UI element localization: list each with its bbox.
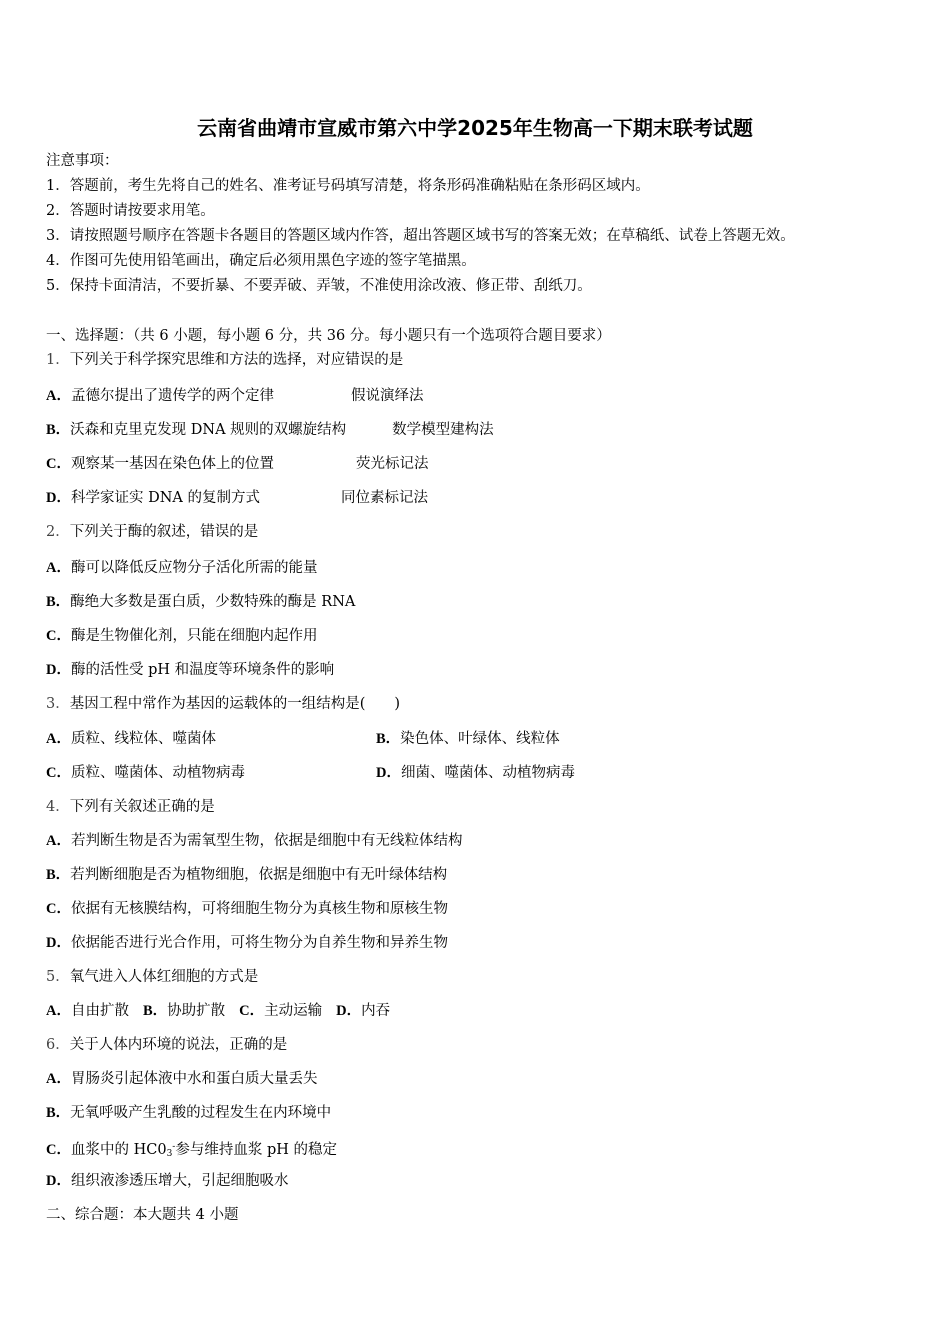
- question-1: [46, 350, 403, 370]
- option-letter: D．: [46, 490, 71, 506]
- option-text-pre: 血浆中的 HC0: [70, 1142, 167, 1158]
- option-d: [376, 763, 575, 783]
- option-text: 若判断生物是否为需氧型生物，依据是细胞中有无线粒体结构: [70, 833, 463, 849]
- option-letter: B．: [46, 594, 71, 610]
- notice-item: 2．答题时请按要求用笔。: [46, 203, 215, 219]
- option-method: 假说演绎法: [350, 388, 424, 404]
- question-number: 2．: [46, 524, 70, 540]
- option-letter: A．: [46, 560, 71, 576]
- option-b: [46, 865, 447, 885]
- option-b: [46, 1103, 331, 1123]
- option-text: 内吞: [361, 1003, 391, 1019]
- option-text: 自由扩散: [70, 1003, 129, 1019]
- option-letter: B．: [376, 731, 401, 747]
- option-letter: C．: [46, 1142, 71, 1158]
- option-text: 染色体、叶绿体、线粒体: [400, 731, 560, 747]
- notice-item: 5．保持卡面清洁，不要折暴、不要弄破、弄皱，不准使用涂改液、修正带、刮纸刀。: [46, 278, 592, 294]
- notice-item: 3．请按照题号顺序在答题卡各题目的答题区域内作答，超出答题区域书写的答案无效；在草稿纸、试卷上答题无效。: [46, 228, 795, 244]
- option-text: 依据有无核膜结构，可将细胞生物分为真核生物和原核生物: [70, 901, 448, 917]
- option-text: 主动运输: [264, 1003, 323, 1019]
- option-text: 组织液渗透压增大，引起细胞吸水: [70, 1173, 289, 1189]
- option-d: [46, 660, 334, 680]
- option-a: [46, 729, 216, 749]
- option-text-post: 参与维持血浆 pH 的稳定: [175, 1142, 337, 1158]
- option-text: 观察某一基因在染色体上的位置: [70, 456, 274, 472]
- option-letter: A．: [46, 1003, 71, 1019]
- notice-item: 4．作图可先使用铅笔画出，确定后必须用黑色字迹的签字笔描黑。: [46, 253, 476, 269]
- option-text: 依据能否进行光合作用，可将生物分为自养生物和异养生物: [70, 935, 448, 951]
- option-letter: A．: [46, 833, 71, 849]
- notice-item: 1．答题前，考生先将自己的姓名、准考证号码填写清楚，将条形码准确粘贴在条形码区域内。: [46, 178, 650, 194]
- option-b: [46, 592, 355, 612]
- option-letter: B．: [46, 1105, 71, 1121]
- option-letter: D．: [46, 935, 71, 951]
- option-letter: C．: [46, 901, 71, 917]
- question-5-options: [46, 1001, 390, 1021]
- option-text: 细菌、噬菌体、动植物病毒: [400, 765, 575, 781]
- option-letter: D．: [336, 1003, 362, 1019]
- question-stem: 下列有关叙述正确的是: [69, 799, 215, 815]
- option-text: 酶绝大多数是蛋白质，少数特殊的酶是 RNA: [70, 594, 356, 610]
- option-d: [46, 488, 428, 508]
- option-d: [46, 1171, 288, 1191]
- option-d: [46, 933, 448, 953]
- option-text: 酶的活性受 pH 和温度等环境条件的影响: [70, 662, 335, 678]
- question-stem: 下列关于酶的叙述，错误的是: [69, 524, 259, 540]
- option-text: 酶可以降低反应物分子活化所需的能量: [70, 560, 318, 576]
- option-text: 孟德尔提出了遗传学的两个定律: [70, 388, 274, 404]
- option-b: [376, 729, 560, 749]
- question-stem: 氧气进入人体红细胞的方式是: [69, 969, 259, 985]
- option-letter: D．: [376, 765, 401, 781]
- question-number: 6．: [46, 1037, 70, 1053]
- section2-heading: 二、综合题：本大题共 4 小题: [46, 1207, 239, 1223]
- question-3: [46, 694, 400, 714]
- option-a: [46, 1069, 317, 1089]
- option-text: 质粒、线粒体、噬菌体: [70, 731, 216, 747]
- option-letter: A．: [46, 731, 71, 747]
- section1-heading: 一、选择题：（共 6 小题，每小题 6 分，共 36 分。每小题只有一个选项符合题目要求）: [46, 328, 611, 344]
- option-letter: C．: [239, 1003, 265, 1019]
- option-a: [46, 831, 462, 851]
- option-a: [46, 558, 317, 578]
- option-text: 若判断细胞是否为植物细胞，依据是细胞中有无叶绿体结构: [70, 867, 448, 883]
- option-text: 无氧呼吸产生乳酸的过程发生在内环境中: [70, 1105, 332, 1121]
- option-b: [46, 420, 494, 440]
- option-letter: D．: [46, 1173, 71, 1189]
- question-number: 3．: [46, 696, 70, 712]
- subscript: 3: [166, 1149, 173, 1159]
- option-letter: B．: [46, 422, 71, 438]
- question-number: 4．: [46, 799, 70, 815]
- option-letter: C．: [46, 456, 71, 472]
- question-stem: 基因工程中常作为基因的运载体的一组结构是( ): [69, 696, 401, 712]
- question-stem: 关于人体内环境的说法，正确的是: [69, 1037, 288, 1053]
- option-letter: C．: [46, 765, 71, 781]
- option-c: [46, 763, 245, 783]
- option-letter: A．: [46, 1071, 71, 1087]
- superscript: -: [172, 1142, 176, 1152]
- question-4: [46, 797, 215, 817]
- question-stem: 下列关于科学探究思维和方法的选择，对应错误的是: [69, 352, 404, 368]
- option-method: 同位素标记法: [340, 490, 428, 506]
- option-letter: B．: [46, 867, 71, 883]
- option-c: [46, 1137, 337, 1164]
- option-method: 荧光标记法: [355, 456, 429, 472]
- option-letter: C．: [46, 628, 71, 644]
- question-number: 5．: [46, 969, 70, 985]
- option-letter: B．: [142, 1003, 168, 1019]
- option-text: 沃森和克里克发现 DNA 规则的双螺旋结构: [70, 422, 347, 438]
- option-a: [46, 386, 423, 406]
- question-2: [46, 522, 258, 542]
- option-c: [46, 626, 317, 646]
- option-text: 科学家证实 DNA 的复制方式: [70, 490, 260, 506]
- option-c: [46, 454, 428, 474]
- question-6: [46, 1035, 287, 1055]
- option-text: 酶是生物催化剂，只能在细胞内起作用: [70, 628, 318, 644]
- notice-heading: 注意事项：: [46, 153, 119, 169]
- option-text: 协助扩散: [167, 1003, 226, 1019]
- option-text: 胃肠炎引起体液中水和蛋白质大量丢失: [70, 1071, 318, 1087]
- option-letter: A．: [46, 388, 71, 404]
- option-text: 质粒、噬菌体、动植物病毒: [70, 765, 245, 781]
- question-5: [46, 967, 258, 987]
- question-number: 1．: [46, 352, 70, 368]
- option-letter: D．: [46, 662, 71, 678]
- option-method: 数学模型建构法: [392, 422, 494, 438]
- page-title: 云南省曲靖市宣威市第六中学2025年生物高一下期末联考试题: [197, 116, 753, 140]
- option-c: [46, 899, 448, 919]
